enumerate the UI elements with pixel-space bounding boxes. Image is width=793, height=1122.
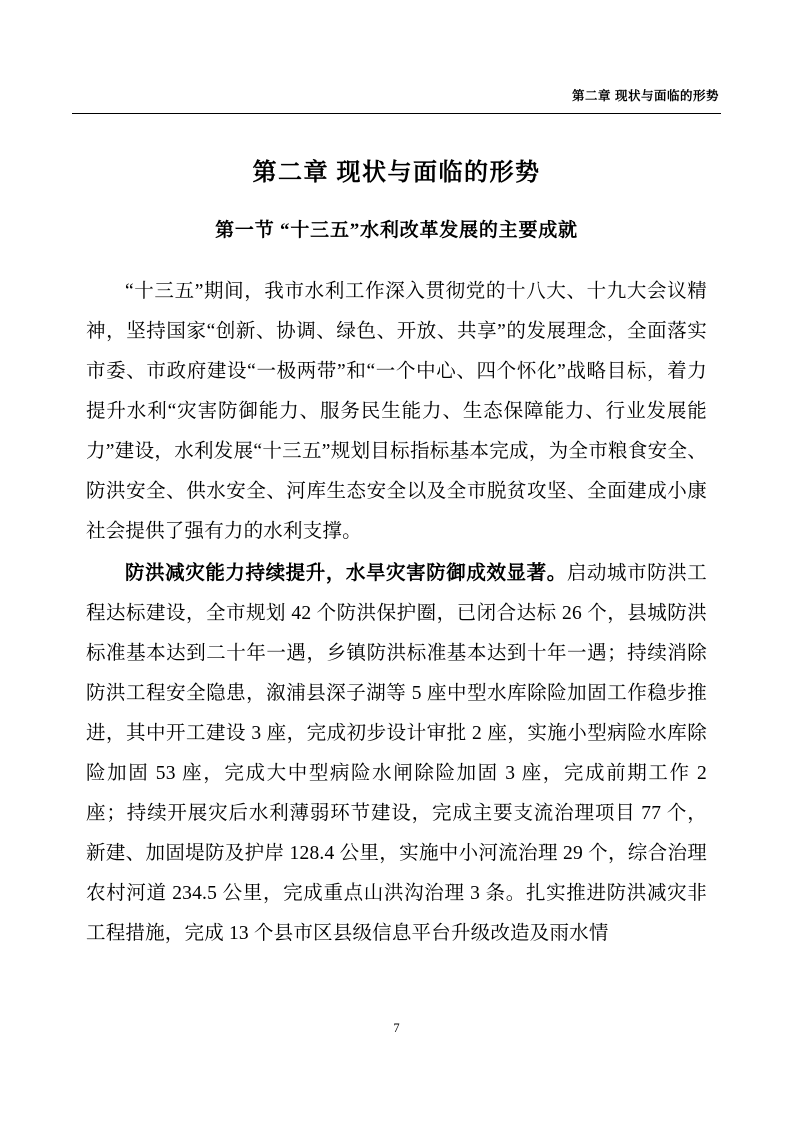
paragraph-lead: 防洪减灾能力持续提升，水旱灾害防御成效显著。 [125, 563, 567, 584]
page-number: 7 [393, 1021, 400, 1035]
chapter-title: 第二章 现状与面临的形势 [252, 160, 541, 186]
paragraph-text: “十三五”期间，我市水利工作深入贯彻党的十八大、十九大会议精神，坚持国家“创新、协调、绿色、开放、共享”的发展理念，全面落实市委、市政府建设“一极两带”和“一个中心、四个怀化”战略目标，着力提升水利“灾害防御能力、服务民生能力、生态保障能力、行业发展能力”建设，水利发展“十三五”规划目标指标基本完成，为全市粮食安全、防洪安全、供水安全、河库生态安全以及全市脱贫攻坚、全面建成小康社会提供了强有力的水利支撑。 [86, 281, 707, 542]
header-divider [72, 113, 721, 114]
section-title: 第一节 “十三五”水利改革发展的主要成就 [215, 220, 578, 241]
paragraph [86, 272, 707, 552]
paragraph-text: 启动城市防洪工程达标建设，全市规划 42 个防洪保护圈，已闭合达标 26 个，县城防洪标准基本达到二十年一遇，乡镇防洪标准基本达到十年一遇；持续消除防洪工程安全隐患，溆浦县深子湖等 5 座中型水库除险加固工作稳步推进，其中开工建设 3 座，完成初步设计审批 2 座，实施小型病险水库除险加固 53 座，完成大中型病险水闸除险加固 3 座，完成前期工作 2 座；持续开展灾后水利薄弱环节建设，完成主要支流治理项目 77 个，新建、加固堤防及护岸 128.4 公里，实施中小河流治理 29 个，综合治理农村河道 234.5 公里，完成重点山洪沟治理 3 条。扎实推进防洪减灾非工程措施，完成 13 个县市区县级信息平台升级改造及雨水情 [86, 563, 708, 944]
running-header-title: 第二章 现状与面临的形势 [572, 89, 719, 103]
page-content [86, 152, 707, 956]
paragraph [86, 554, 707, 954]
page-header [72, 86, 721, 126]
